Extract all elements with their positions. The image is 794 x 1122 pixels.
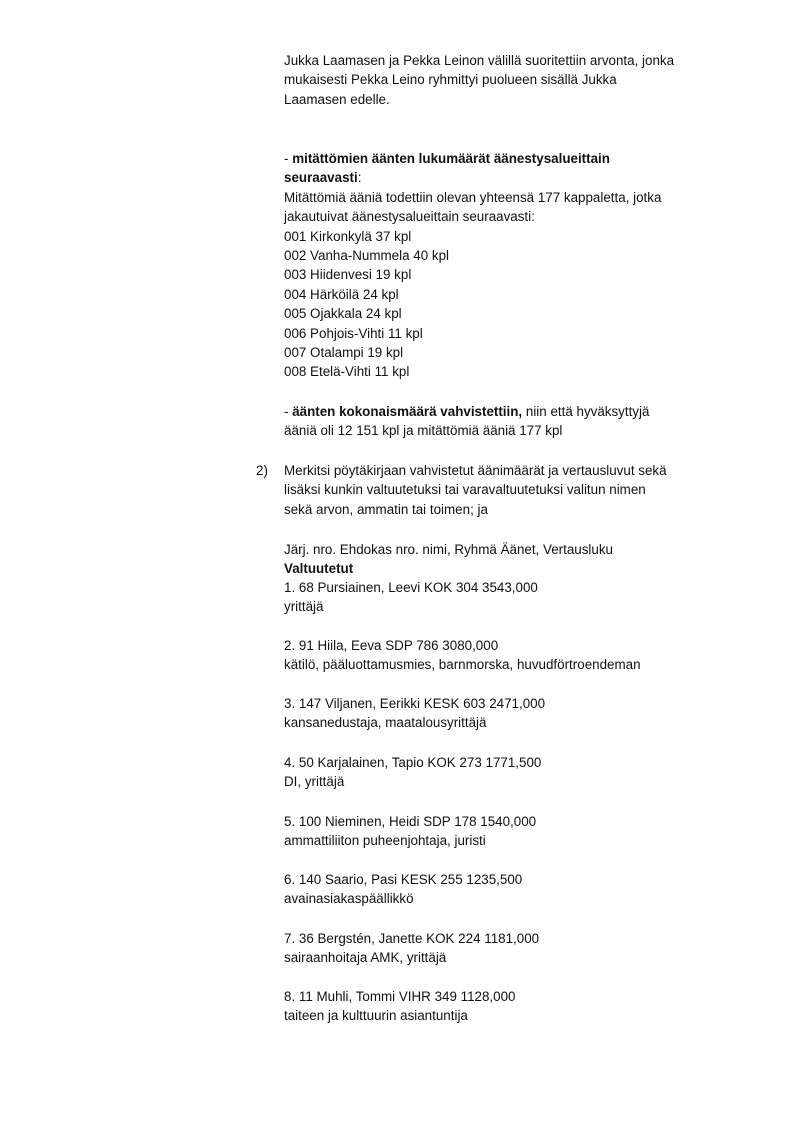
entry-main: 5. 100 Nieminen, Heidi SDP 178 1540,000: [284, 814, 537, 829]
entry: [284, 870, 724, 909]
invalid-heading-line-1: [284, 149, 724, 168]
invalid-desc-line: jakautuivat äänestysalueittain seuraavasti:: [284, 209, 535, 225]
area-item: 005 Ojakkala 24 kpl: [284, 306, 402, 322]
results-section-title: Valtuutetut: [284, 561, 354, 577]
entry-occupation: yrittäjä: [284, 599, 324, 615]
entry: [284, 929, 724, 968]
total-bold: äänten kokonaismäärä vahvistettiin,: [292, 404, 523, 419]
invalid-desc-line: Mitättömiä ääniä todettiin olevan yhteensä 177 kappaletta, jotka: [284, 189, 662, 205]
heading-colon: :: [357, 170, 362, 186]
total-line-1: [284, 402, 724, 421]
entry-main: 4. 50 Karjalainen, Tapio KOK 273 1771,500: [284, 755, 542, 770]
item2-line: lisäksi kunkin valtuutetuksi tai varavaltuutetuksi valitun nimen: [284, 482, 646, 498]
entry-main: 6. 140 Saario, Pasi KESK 255 1235,500: [284, 872, 523, 887]
entry-main: 1. 68 Pursiainen, Leevi KOK 304 3543,000: [284, 580, 538, 595]
entry-occupation: DI, yrittäjä: [284, 774, 345, 790]
results-header: [284, 540, 724, 579]
area-item: 007 Otalampi 19 kpl: [284, 345, 404, 361]
invalid-votes-section: [284, 149, 724, 382]
area-item: 004 Härköilä 24 kpl: [284, 286, 399, 302]
intro-line: Jukka Laamasen ja Pekka Leinon välillä suoritettiin arvonta, jonka: [284, 53, 675, 68]
entry: [284, 694, 724, 733]
entry: [284, 753, 724, 792]
entry-occupation: sairaanhoitaja AMK, yrittäjä: [284, 950, 447, 966]
area-item: 001 Kirkonkylä 37 kpl: [284, 228, 412, 244]
entry-occupation: kätilö, pääluottamusmies, barnmorska, huvudförtroendeman: [284, 657, 641, 673]
total-rest: niin että hyväksyttyjä: [522, 404, 650, 419]
entry-main: 3. 147 Viljanen, Eerikki KESK 603 2471,000: [284, 696, 546, 711]
item2-paragraph: [284, 461, 724, 519]
entry: [284, 636, 724, 675]
entry: [284, 812, 724, 851]
total-prefix: -: [284, 404, 293, 419]
heading-prefix: -: [284, 151, 293, 166]
intro-line: mukaisesti Pekka Leino ryhmittyi puolueen sisällä Jukka: [284, 72, 617, 88]
item2-line: sekä arvon, ammatin tai toimen; ja: [284, 501, 488, 517]
entry-occupation: ammattiliiton puheenjohtaja, juristi: [284, 833, 486, 849]
entry-occupation: taiteen ja kulttuurin asiantuntija: [284, 1008, 468, 1024]
total-line-2: ääniä oli 12 151 kpl ja mitättömiä ääniä 177 kpl: [284, 423, 563, 439]
invalid-heading-bold: mitättömien äänten lukumäärät äänestysalueittain: [292, 151, 610, 166]
entry: [284, 578, 724, 617]
intro-paragraph: [284, 51, 724, 109]
item-number: 2): [256, 463, 268, 478]
area-item: 003 Hiidenvesi 19 kpl: [284, 267, 412, 283]
entry-occupation: avainasiakaspäällikkö: [284, 891, 414, 907]
total-votes-section: [284, 402, 724, 441]
entry-main: 2. 91 Hiila, Eeva SDP 786 3080,000: [284, 638, 499, 653]
entry-occupation: kansanedustaja, maatalousyrittäjä: [284, 715, 487, 731]
entry: [284, 987, 724, 1026]
entry-main: 8. 11 Muhli, Tommi VIHR 349 1128,000: [284, 989, 516, 1004]
intro-line: Laamasen edelle.: [284, 91, 390, 107]
item2-line: Merkitsi pöytäkirjaan vahvistetut äänimäärät ja vertausluvut sekä: [284, 463, 667, 478]
results-columns: Järj. nro. Ehdokas nro. nimi, Ryhmä Äänet, Vertausluku: [284, 542, 613, 557]
invalid-heading-bold-2: seuraavasti: [284, 170, 358, 186]
area-item: 006 Pohjois-Vihti 11 kpl: [284, 325, 423, 341]
area-item: 008 Etelä-Vihti 11 kpl: [284, 364, 410, 380]
entry-main: 7. 36 Bergstén, Janette KOK 224 1181,000: [284, 931, 540, 946]
invalid-heading-line-2: [284, 168, 724, 187]
area-item: 002 Vanha-Nummela 40 kpl: [284, 248, 449, 264]
